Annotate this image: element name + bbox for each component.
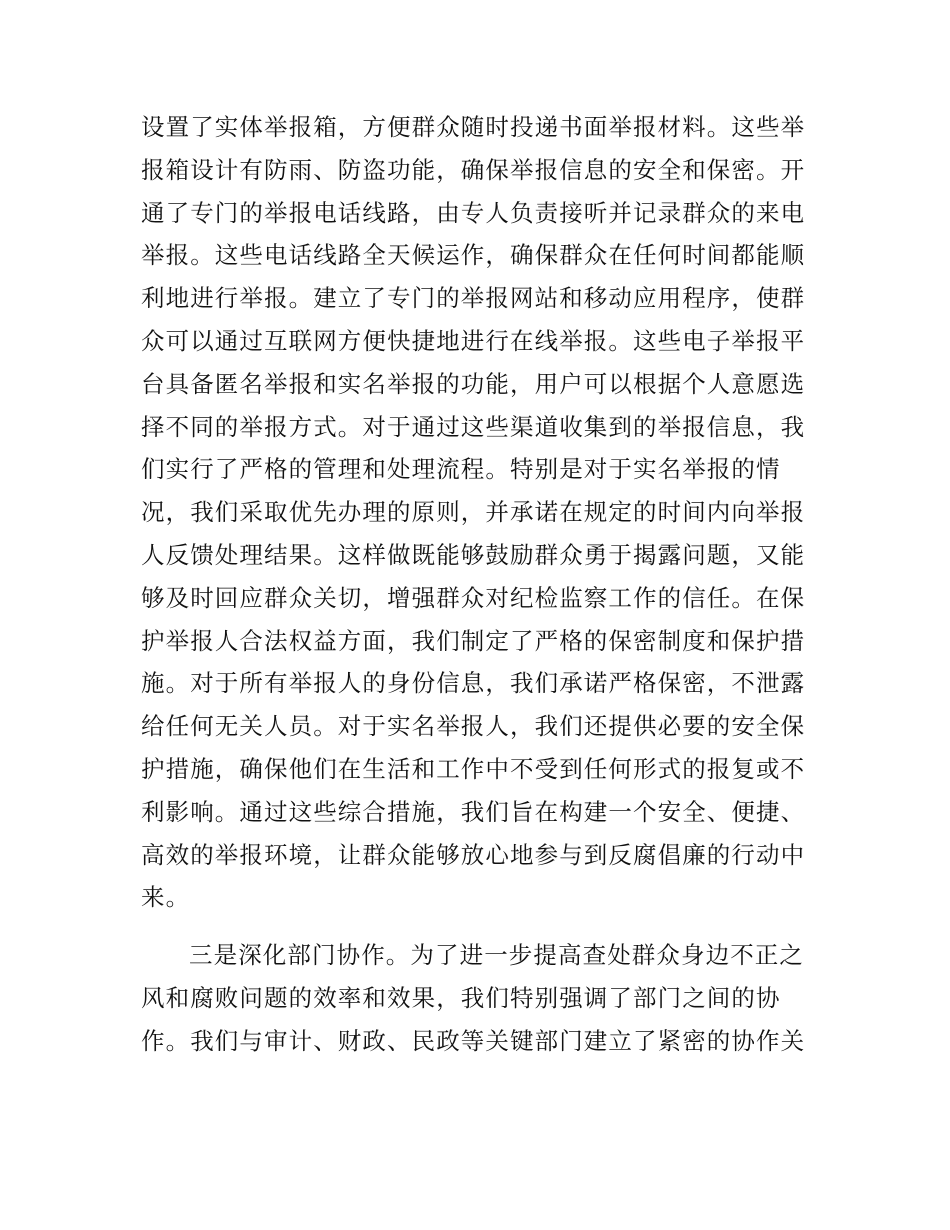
text-line: 众可以通过互联网方便快捷地进行在线举报。这些电子举报平: [141, 326, 806, 355]
text-line: 人反馈处理结果。这样做既能够鼓励群众勇于揭露问题，又能: [141, 540, 806, 569]
paragraph-gap: [141, 919, 817, 934]
text-line: 护举报人合法权益方面，我们制定了严格的保密制度和保护措: [141, 626, 806, 655]
text-line: 利影响。通过这些综合措施，我们旨在构建一个安全、便捷、: [141, 797, 806, 826]
text-line: 举报。这些电话线路全天候运作，确保群众在任何时间都能顺: [141, 241, 806, 270]
text-line: 设置了实体举报箱，方便群众随时投递书面举报材料。这些举: [141, 113, 806, 141]
text-line: 利地进行举报。建立了专门的举报网站和移动应用程序，使群: [141, 284, 806, 313]
text-line: 风和腐败问题的效率和效果，我们特别强调了部门之间的协: [141, 983, 781, 1012]
text-line: 通了专门的举报电话线路，由专人负责接听并记录群众的来电: [141, 198, 806, 227]
text-line: 施。对于所有举报人的身份信息，我们承诺严格保密，不泄露: [141, 669, 806, 698]
text-line: 作。我们与审计、财政、民政等关键部门建立了紧密的协作关: [141, 1026, 806, 1055]
paragraph-1: [141, 106, 817, 919]
text-line: 来。: [141, 883, 191, 912]
paragraph-2: [141, 934, 817, 1062]
text-line: 台具备匿名举报和实名举报的功能，用户可以根据个人意愿选: [141, 369, 806, 398]
text-line: 够及时回应群众关切，增强群众对纪检监察工作的信任。在保: [141, 583, 806, 612]
text-line: 护措施，确保他们在生活和工作中不受到任何形式的报复或不: [141, 754, 806, 783]
text-line: 择不同的举报方式。对于通过这些渠道收集到的举报信息，我: [141, 412, 806, 441]
document-body: [141, 106, 817, 1063]
text-line: 三是深化部门协作。为了进一步提高查处群众身边不正之: [189, 941, 804, 970]
text-line: 报箱设计有防雨、防盗功能，确保举报信息的安全和保密。开: [141, 155, 806, 184]
text-line: 况，我们采取优先办理的原则，并承诺在规定的时间内向举报: [141, 498, 806, 527]
text-line: 高效的举报环境，让群众能够放心地参与到反腐倡廉的行动中: [141, 840, 806, 869]
text-line: 们实行了严格的管理和处理流程。特别是对于实名举报的情: [141, 455, 781, 484]
text-line: 给任何无关人员。对于实名举报人，我们还提供必要的安全保: [141, 712, 806, 741]
